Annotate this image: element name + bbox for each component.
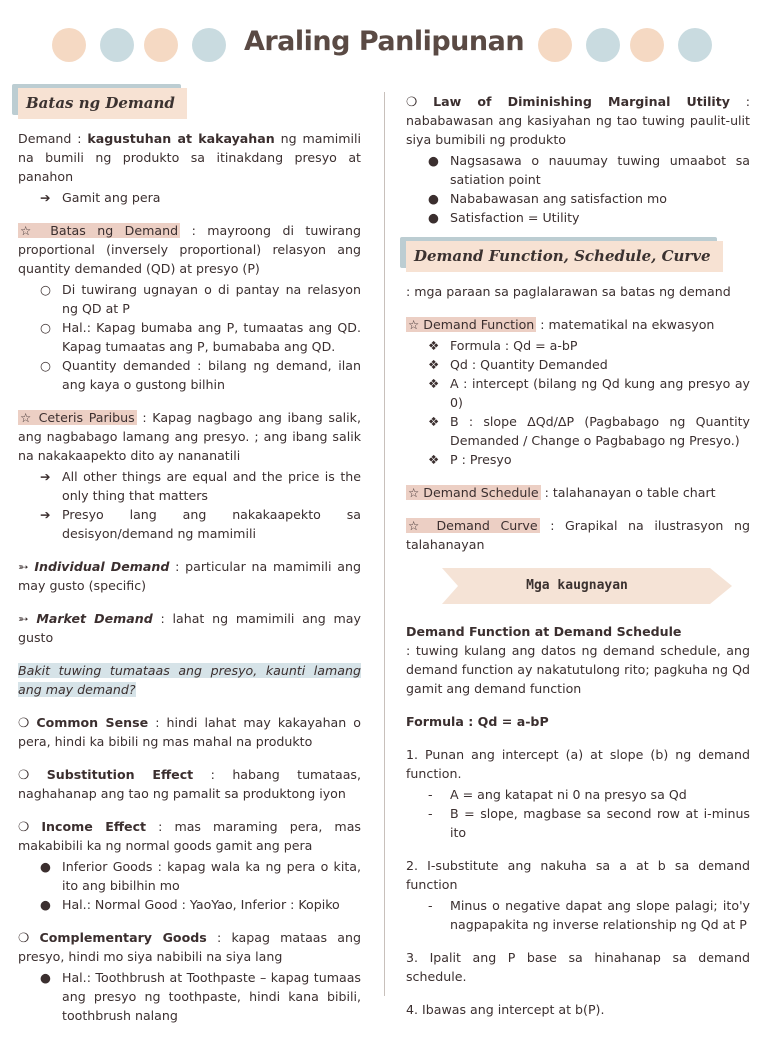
- demand-curve: ☆ Demand Curve : Grapikal na ilustrasyon ng talahanayan: [406, 518, 750, 552]
- list-item: ❖ Formula : Qd = a-bP: [428, 338, 578, 353]
- circle-icon: ❍: [406, 94, 418, 109]
- arrow-icon: ➔: [40, 507, 51, 522]
- circle-icon: ❍: [18, 715, 30, 730]
- step2-list: [406, 896, 750, 934]
- law-list: [406, 151, 750, 227]
- dash-bullet-icon: -: [428, 898, 433, 913]
- list-item: ○ Di tuwirang ugnayan o di pantay na relasyon ng QD at P: [40, 282, 361, 316]
- circle-icon: ❍: [18, 767, 30, 782]
- diamond-bullet-icon: ❖: [428, 357, 440, 372]
- batas-definition: ☆ Batas ng Demand : mayroong di tuwirang proportional (inversely proportional) relasyon ang quantity demanded (QD) at presyo (P): [18, 223, 361, 276]
- demand-sublist: [18, 188, 361, 207]
- list-item: ● Nababawasan ang satisfaction mo: [428, 191, 667, 206]
- list-item: ➔ Presyo lang ang nakakaapekto sa desisyon/demand ng mamimili: [40, 507, 361, 541]
- step-2: 2. I-substitute ang nakuha sa a at b sa demand function: [406, 858, 750, 892]
- function-list: [406, 336, 750, 469]
- list-item: ○ Quantity demanded : bilang ng demand, ilan ang kaya o gustong bilhin: [40, 358, 361, 392]
- list-item: ● Hal.: Normal Good : YaoYao, Inferior : Kopiko: [40, 897, 340, 912]
- substitution-effect: ❍ Substitution Effect : habang tumataas, naghahanap ang tao ng pamalit sa produktong iyon: [18, 767, 361, 801]
- bullet-icon: ●: [40, 859, 51, 874]
- income-list: [18, 857, 361, 914]
- step-3: 3. Ipalit ang P base sa hinahanap sa demand schedule.: [406, 950, 750, 984]
- highlight-label: ☆ Ceteris Paribus: [20, 410, 135, 425]
- demand-definition: Demand : kagustuhan at kakayahan ng mamimili na bumili ng produkto sa itinakdang presyo at panahon: [18, 131, 361, 184]
- list-item: ❖ P : Presyo: [428, 452, 512, 467]
- list-item: ● Nagsasawa o nauumay tuwing umaabot sa satiation point: [428, 153, 750, 187]
- diamond-bullet-icon: ❖: [428, 376, 440, 391]
- column-divider: [384, 92, 385, 996]
- individual-demand: ➳ Individual Demand : particular na mamimili ang may gusto (specific): [18, 559, 361, 593]
- list-item: - B = slope, magbase sa second row at i-minus ito: [428, 806, 750, 840]
- complementary-goods: ❍ Complementary Goods : kapag mataas ang presyo, hindi mo siya nabibili na siya lang: [18, 930, 361, 964]
- highlight-label: ☆ Demand Curve: [408, 518, 538, 533]
- diamond-bullet-icon: ❖: [428, 452, 440, 467]
- section-heading: Batas ng Demand: [18, 88, 187, 119]
- bullet-icon: ●: [428, 191, 439, 206]
- question: Bakit tuwing tumataas ang presyo, kaunti lamang ang may demand?: [18, 663, 361, 697]
- list-item: ➔ All other things are equal and the price is the only thing that matters: [40, 469, 361, 503]
- section-heading: Demand Function, Schedule, Curve: [406, 241, 723, 272]
- bullet-icon: ●: [40, 897, 51, 912]
- income-effect: ❍ Income Effect : mas maraming pera, mas makabibili ka ng normal goods gamit ang pera: [18, 819, 361, 853]
- bullet-icon: ●: [428, 153, 439, 168]
- circle-bullet-icon: ○: [40, 320, 51, 335]
- dash-bullet-icon: -: [428, 806, 433, 821]
- demand-schedule: ☆ Demand Schedule : talahanayan o table chart: [408, 485, 716, 500]
- banner: [442, 568, 732, 604]
- list-item: ❖ B : slope ΔQd/ΔP (Pagbabago ng Quantity Demanded / Change o Pagbabago ng Presyo.): [428, 414, 750, 448]
- ceteris-list: [18, 467, 361, 543]
- highlight-label: ☆ Demand Schedule: [408, 485, 539, 500]
- demand-function: ☆ Demand Function : matematikal na ekwasyon: [408, 317, 715, 332]
- arrow-icon: ➔: [40, 469, 51, 484]
- fs-section: Demand Function at Demand Schedule : tuwing kulang ang datos ng demand schedule, ang demand function ay nakatutulong rito; pagkuha ng Qd gamit ang demand function: [406, 624, 750, 696]
- step-4: 4. Ibawas ang intercept at b(P).: [406, 1002, 605, 1017]
- circle-bullet-icon: ○: [40, 282, 51, 297]
- law-diminishing: ❍ Law of Diminishing Marginal Utility : nababawasan ang kasiyahan ng tao tuwing paulit-ulit siya bumibili ng produkto: [406, 94, 750, 147]
- list-item: ● Inferior Goods : kapag wala ka ng pera o kita, ito ang bibilhin mo: [40, 859, 361, 893]
- page-title: Araling Panlipunan: [243, 26, 525, 57]
- list-item: ➔ Gamit ang pera: [40, 190, 161, 205]
- bullet-icon: ●: [428, 210, 439, 225]
- list-item: ● Hal.: Toothbrush at Toothpaste – kapag tumaas ang presyo ng toothpaste, hindi kana bibili, toothbrush nalang: [40, 970, 361, 1023]
- complementary-list: [18, 968, 361, 1025]
- section-intro: : mga paraan sa paglalarawan sa batas ng demand: [406, 284, 731, 299]
- list-item: - A = ang katapat ni 0 na presyo sa Qd: [428, 787, 687, 802]
- common-sense: ❍ Common Sense : hindi lahat may kakayahan o pera, hindi ka bibili ng mas mahal na produkto: [18, 715, 361, 749]
- diamond-bullet-icon: ❖: [428, 414, 440, 429]
- feather-arrow-icon: ➳: [18, 559, 29, 574]
- batas-list: [18, 280, 361, 394]
- market-demand: ➳ Market Demand : lahat ng mamimili ang may gusto: [18, 611, 361, 645]
- step1-list: [406, 785, 750, 842]
- list-item: ○ Hal.: Kapag bumaba ang P, tumaatas ang QD. Kapag tumaatas ang P, bumababa ang QD.: [40, 320, 361, 354]
- highlight-label: ☆ Demand Function: [408, 317, 535, 332]
- circle-icon: ❍: [18, 930, 30, 945]
- list-item: ❖ Qd : Quantity Demanded: [428, 357, 608, 372]
- formula: Formula : Qd = a-bP: [406, 714, 549, 729]
- bullet-icon: ●: [40, 970, 51, 985]
- step-1: 1. Punan ang intercept (a) at slope (b) ng demand function.: [406, 747, 750, 781]
- dash-bullet-icon: -: [428, 787, 433, 802]
- highlight-label: ☆ Batas ng Demand: [20, 223, 179, 238]
- banner-label: Mga kaugnayan: [526, 578, 628, 593]
- list-item: ❖ A : intercept (bilang ng Qd kung ang presyo ay 0): [428, 376, 750, 410]
- ceteris-definition: ☆ Ceteris Paribus : Kapag nagbago ang ibang salik, ang nagbabago lamang ang presyo. ; ang ibang salik na nakakaapekto dito ay nananatili: [18, 410, 361, 463]
- diamond-bullet-icon: ❖: [428, 338, 440, 353]
- left-column: [18, 88, 361, 1039]
- list-item: ● Satisfaction = Utility: [428, 210, 580, 225]
- feather-arrow-icon: ➳: [18, 611, 29, 626]
- circle-bullet-icon: ○: [40, 358, 51, 373]
- arrow-icon: ➔: [40, 190, 51, 205]
- circle-icon: ❍: [18, 819, 30, 834]
- right-column: [406, 92, 750, 1033]
- list-item: - Minus o negative dapat ang slope palagi; ito'y nagpapakita ng inverse relationship ng Qd at P: [428, 898, 750, 932]
